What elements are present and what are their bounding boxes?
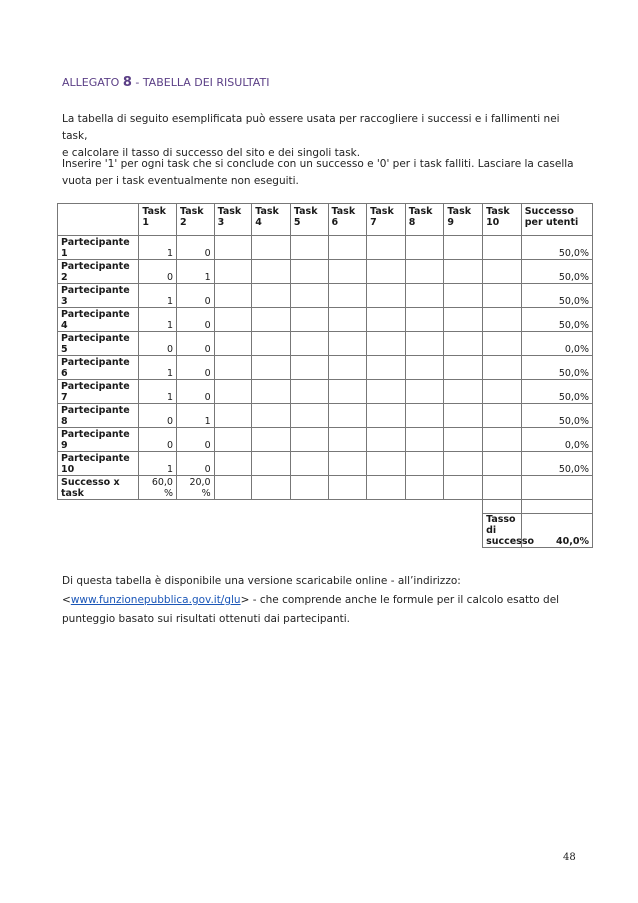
empty-cell xyxy=(252,356,291,380)
empty-cell xyxy=(328,404,367,428)
task-2-cell: 0 xyxy=(176,380,214,404)
header-task-5: Task 5 xyxy=(290,204,328,236)
task-2-cell: 0 xyxy=(176,236,214,260)
empty-cell xyxy=(444,236,483,260)
empty-cell xyxy=(483,404,522,428)
empty-cell xyxy=(483,284,522,308)
empty-cell xyxy=(252,236,291,260)
empty-cell xyxy=(444,404,483,428)
task-1-cell: 0 xyxy=(139,428,177,452)
empty-cell xyxy=(405,260,444,284)
header-task-1: Task 1 xyxy=(139,204,177,236)
task-1-cell: 1 xyxy=(139,308,177,332)
participant-label: Partecipante 6 xyxy=(58,356,139,380)
empty-cell xyxy=(214,476,252,500)
task-1-cell: 1 xyxy=(139,356,177,380)
empty-cell xyxy=(367,260,406,284)
participant-label: Partecipante 3 xyxy=(58,284,139,308)
empty-cell xyxy=(444,452,483,476)
empty-cell xyxy=(405,356,444,380)
header-task-3: Task 3 xyxy=(214,204,252,236)
table-row xyxy=(58,308,593,332)
empty-cell xyxy=(405,452,444,476)
participant-label: Partecipante 5 xyxy=(58,332,139,356)
heading-suffix: - TABELLA DEI RISULTATI xyxy=(131,76,270,89)
empty-cell xyxy=(483,428,522,452)
spacer-cell xyxy=(58,514,483,548)
task-1-cell: 1 xyxy=(139,236,177,260)
empty-cell xyxy=(483,260,522,284)
empty-cell xyxy=(405,428,444,452)
empty-cell xyxy=(521,476,592,500)
empty-cell xyxy=(328,332,367,356)
empty-cell xyxy=(252,476,291,500)
empty-cell xyxy=(444,476,483,500)
funzionepubblica-link[interactable]: www.funzionepubblica.gov.it/glu xyxy=(70,594,241,606)
empty-cell xyxy=(290,332,328,356)
heading-number: 8 xyxy=(122,75,132,90)
empty-cell xyxy=(483,476,522,500)
note-text: > - che comprende anche le formule per il calcolo esatto del xyxy=(240,594,560,606)
header-user-success: Successo per utenti xyxy=(521,204,592,236)
participant-label: Partecipante 7 xyxy=(58,380,139,404)
empty-cell xyxy=(367,356,406,380)
table-row xyxy=(58,284,593,308)
participant-label: Partecipante 9 xyxy=(58,428,139,452)
rate-row xyxy=(58,514,593,548)
user-success-cell: 50,0% xyxy=(521,356,592,380)
note-line: punteggio basato sui risultati ottenuti dai partecipanti. xyxy=(62,613,350,625)
table-row xyxy=(58,380,593,404)
intro-line: La tabella di seguito esemplificata può essere usata per raccogliere i successi e i fallimenti nei task, xyxy=(62,113,560,142)
user-success-cell: 50,0% xyxy=(521,236,592,260)
participant-label: Partecipante 1 xyxy=(58,236,139,260)
empty-cell xyxy=(328,476,367,500)
empty-cell xyxy=(290,308,328,332)
empty-cell xyxy=(405,332,444,356)
task-1-cell: 1 xyxy=(139,284,177,308)
empty-cell xyxy=(444,356,483,380)
task-2-success-cell: 20,0 % xyxy=(176,476,214,500)
empty-cell xyxy=(444,284,483,308)
header-corner xyxy=(58,204,139,236)
empty-cell xyxy=(483,452,522,476)
empty-cell xyxy=(328,356,367,380)
empty-cell xyxy=(290,260,328,284)
empty-cell xyxy=(405,308,444,332)
empty-cell xyxy=(367,404,406,428)
task-2-cell: 0 xyxy=(176,308,214,332)
task-1-cell: 0 xyxy=(139,260,177,284)
task-success-row xyxy=(58,476,593,500)
empty-cell xyxy=(367,380,406,404)
spacer-cell xyxy=(58,500,483,514)
task-success-label: Successo x task xyxy=(58,476,139,500)
empty-cell xyxy=(328,428,367,452)
empty-cell xyxy=(214,308,252,332)
empty-cell xyxy=(444,260,483,284)
empty-cell xyxy=(214,332,252,356)
empty-cell xyxy=(405,476,444,500)
table-row xyxy=(58,404,593,428)
task-2-cell: 0 xyxy=(176,452,214,476)
empty-cell xyxy=(444,380,483,404)
empty-cell xyxy=(328,236,367,260)
task-2-cell: 0 xyxy=(176,332,214,356)
empty-cell xyxy=(290,380,328,404)
empty-cell xyxy=(483,236,522,260)
heading-prefix: ALLEGATO xyxy=(62,76,123,89)
header-task-4: Task 4 xyxy=(252,204,291,236)
table-row xyxy=(58,356,593,380)
user-success-cell: 50,0% xyxy=(521,308,592,332)
user-success-cell: 0,0% xyxy=(521,428,592,452)
empty-cell xyxy=(252,260,291,284)
spacer-cell xyxy=(521,500,592,514)
empty-cell xyxy=(252,284,291,308)
header-task-8: Task 8 xyxy=(405,204,444,236)
user-success-cell: 50,0% xyxy=(521,404,592,428)
empty-cell xyxy=(290,284,328,308)
task-1-cell: 0 xyxy=(139,404,177,428)
empty-cell xyxy=(252,452,291,476)
empty-cell xyxy=(483,332,522,356)
table-row xyxy=(58,452,593,476)
user-success-cell: 50,0% xyxy=(521,260,592,284)
user-success-cell: 50,0% xyxy=(521,284,592,308)
table-header-row xyxy=(58,204,593,236)
intro-line: vuota per i task eventualmente non eseguiti. xyxy=(62,175,299,187)
participant-label: Partecipante 8 xyxy=(58,404,139,428)
empty-cell xyxy=(328,284,367,308)
empty-cell xyxy=(328,380,367,404)
spacer-cell xyxy=(483,500,522,514)
empty-cell xyxy=(252,404,291,428)
empty-cell xyxy=(252,380,291,404)
table-row xyxy=(58,236,593,260)
task-2-cell: 0 xyxy=(176,356,214,380)
task-2-cell: 0 xyxy=(176,428,214,452)
task-1-cell: 0 xyxy=(139,332,177,356)
empty-cell xyxy=(444,308,483,332)
header-task-9: Task 9 xyxy=(444,204,483,236)
task-1-cell: 1 xyxy=(139,452,177,476)
empty-cell xyxy=(367,284,406,308)
empty-cell xyxy=(444,428,483,452)
empty-cell xyxy=(367,332,406,356)
empty-cell xyxy=(214,380,252,404)
empty-cell xyxy=(214,356,252,380)
empty-cell xyxy=(405,236,444,260)
note-line: Di questa tabella è disponibile una versione scaricabile online - all’indirizzo: xyxy=(62,575,461,587)
empty-cell xyxy=(290,356,328,380)
empty-cell xyxy=(367,236,406,260)
empty-cell xyxy=(405,380,444,404)
table-row xyxy=(58,332,593,356)
header-task-7: Task 7 xyxy=(367,204,406,236)
empty-cell xyxy=(214,452,252,476)
empty-cell xyxy=(367,428,406,452)
empty-cell xyxy=(367,476,406,500)
empty-cell xyxy=(290,428,328,452)
participant-label: Partecipante 4 xyxy=(58,308,139,332)
page-number: 48 xyxy=(563,852,576,863)
empty-cell xyxy=(367,308,406,332)
spacer-row xyxy=(58,500,593,514)
task-1-cell: 1 xyxy=(139,380,177,404)
success-rate-value: 40,0% xyxy=(521,514,592,548)
empty-cell xyxy=(290,476,328,500)
task-2-cell: 1 xyxy=(176,404,214,428)
page-heading xyxy=(62,75,269,90)
table-row xyxy=(58,428,593,452)
intro-line: Inserire '1' per ogni task che si conclude con un successo e '0' per i task falliti. Lasciare la casella xyxy=(62,158,574,170)
empty-cell xyxy=(328,260,367,284)
header-task-6: Task 6 xyxy=(328,204,367,236)
task-2-cell: 0 xyxy=(176,284,214,308)
intro-paragraph-2 xyxy=(62,156,582,190)
empty-cell xyxy=(328,452,367,476)
empty-cell xyxy=(214,260,252,284)
empty-cell xyxy=(483,356,522,380)
empty-cell xyxy=(214,236,252,260)
header-task-10: Task 10 xyxy=(483,204,522,236)
empty-cell xyxy=(290,236,328,260)
empty-cell xyxy=(483,380,522,404)
note-bracket: < xyxy=(62,594,71,606)
download-note xyxy=(62,572,582,629)
empty-cell xyxy=(367,452,406,476)
task-1-success-cell: 60,0 % xyxy=(139,476,177,500)
participant-label: Partecipante 10 xyxy=(58,452,139,476)
empty-cell xyxy=(252,428,291,452)
note-line xyxy=(62,591,582,610)
participant-label: Partecipante 2 xyxy=(58,260,139,284)
empty-cell xyxy=(290,452,328,476)
user-success-cell: 50,0% xyxy=(521,452,592,476)
empty-cell xyxy=(405,284,444,308)
table-row xyxy=(58,260,593,284)
success-rate-label: Tasso di successo xyxy=(483,514,522,548)
task-2-cell: 1 xyxy=(176,260,214,284)
empty-cell xyxy=(444,332,483,356)
intro-line: e calcolare il tasso di successo del sito e dei singoli task. xyxy=(62,147,361,159)
user-success-cell: 50,0% xyxy=(521,380,592,404)
results-table xyxy=(57,203,593,548)
empty-cell xyxy=(214,428,252,452)
intro-paragraph-1 xyxy=(62,111,582,162)
header-task-2: Task 2 xyxy=(176,204,214,236)
empty-cell xyxy=(252,332,291,356)
empty-cell xyxy=(483,308,522,332)
empty-cell xyxy=(290,404,328,428)
empty-cell xyxy=(214,284,252,308)
empty-cell xyxy=(214,404,252,428)
user-success-cell: 0,0% xyxy=(521,332,592,356)
empty-cell xyxy=(405,404,444,428)
empty-cell xyxy=(328,308,367,332)
empty-cell xyxy=(252,308,291,332)
